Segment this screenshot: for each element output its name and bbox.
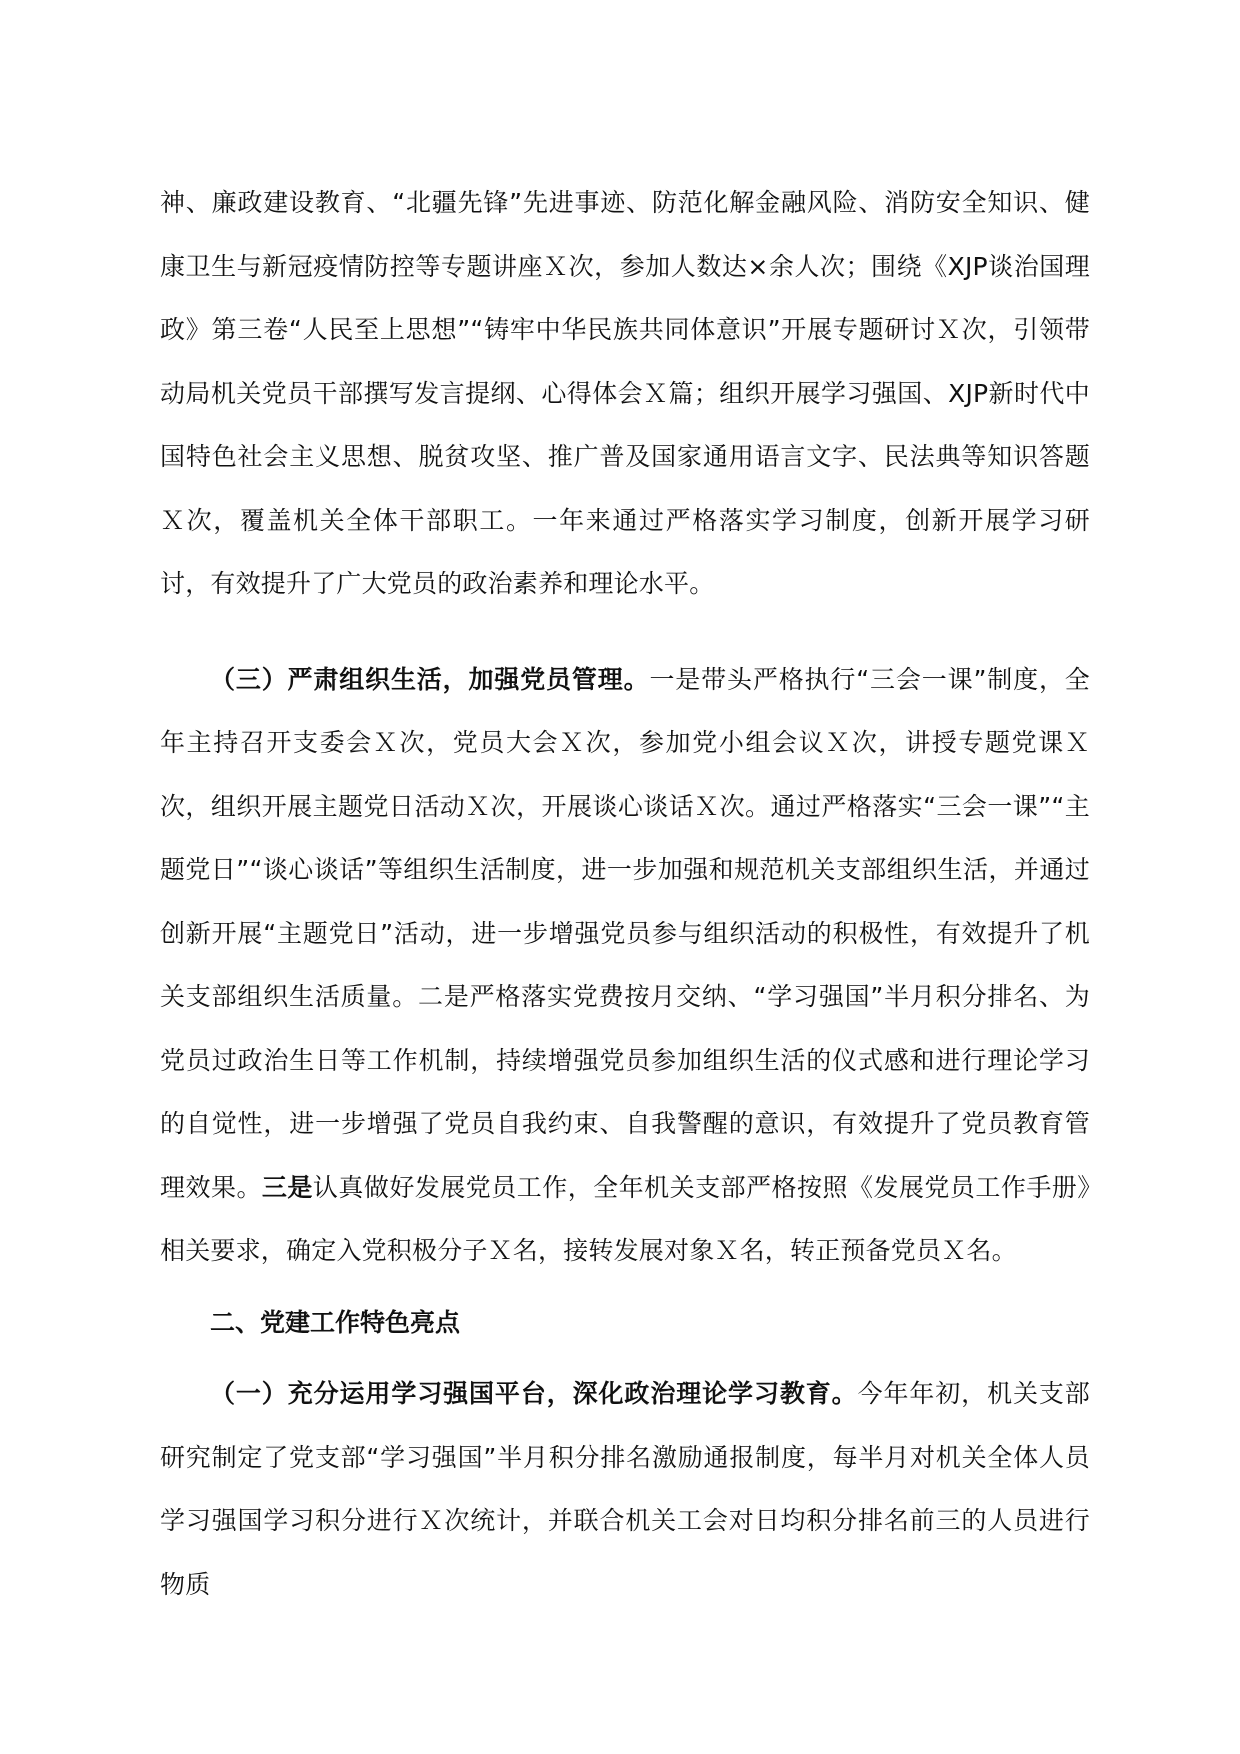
subsection-heading-three: （三）严肃组织生活，加强党员管理。 bbox=[210, 664, 650, 694]
paragraph-gap bbox=[160, 1354, 1090, 1362]
paragraph-organization-life-text-a: 一是带头严格执行“三会一课”制度，全年主持召开支委会Ｘ次，党员大会Ｘ次，参加党小组会议Ｘ次，讲授专题党课Ｘ次，组织开展主题党日活动Ｘ次，开展谈心谈话Ｘ次。通过严格落实“三会一课”“主题党日”“谈心谈话”等组织生活制度，进一步加强和规范机关支部组织生活，并通过创新开展“主题党日”活动，进一步增强党员参与组织活动的积极性，有效提升了机关支部组织生活质量。二是严格落实党费按月交纳、“学习强国”半月积分排名、为党员过政治生日等工作机制，持续增强党员参加组织生活的仪式感和进行理论学习的自觉性，进一步增强了党员自我约束、自我警醒的意识，有效提升了党员教育管理效果。 bbox=[160, 664, 1090, 1202]
document-body bbox=[160, 171, 1090, 1616]
paragraph-study-platform-text: 今年年初，机关支部研究制定了党支部“学习强国”半月积分排名激励通报制度，每半月对机关全体人员学习强国学习积分进行Ｘ次统计，并联合机关工会对日均积分排名前三的人员进行物质 bbox=[160, 1379, 1090, 1599]
paragraph-organization-life-bold-marker: 三是 bbox=[261, 1172, 313, 1202]
paragraph-organization-life bbox=[160, 648, 1090, 1283]
subsection-heading-one: （一）充分运用学习强国平台，深化政治理论学习教育。 bbox=[210, 1379, 858, 1408]
paragraph-organization-life-text-c: 认真做好发展党员工作，全年机关支部严格按照《发展党员工作手册》相关要求，确定入党积极分子Ｘ名，接转发展对象Ｘ名，转正预备党员Ｘ名。 bbox=[160, 1172, 1090, 1265]
section-heading-two: 二、党建工作特色亮点 bbox=[210, 1307, 461, 1337]
paragraph-study-activities: 神、廉政建设教育、“北疆先锋”先进事迹、防范化解金融风险、消防安全知识、健康卫生与新冠疫情防控等专题讲座Ｘ次，参加人数达×余人次；围绕《XJP谈治国理政》第三卷“人民至上思想”“铸牢中华民族共同体意识”开展专题研讨Ｘ次，引领带动局机关党员干部撰写发言提纲、心得体会Ｘ篇；组织开展学习强国、XJP新时代中国特色社会主义思想、脱贫攻坚、推广普及国家通用语言文字、民法典等知识答题Ｘ次，覆盖机关全体干部职工。一年来通过严格落实学习制度，创新开展学习研讨，有效提升了广大党员的政治素养和理论水平。 bbox=[160, 188, 1090, 598]
paragraph-gap bbox=[160, 616, 1090, 648]
paragraph-gap bbox=[160, 1283, 1090, 1291]
paragraph-study-platform bbox=[160, 1362, 1090, 1616]
